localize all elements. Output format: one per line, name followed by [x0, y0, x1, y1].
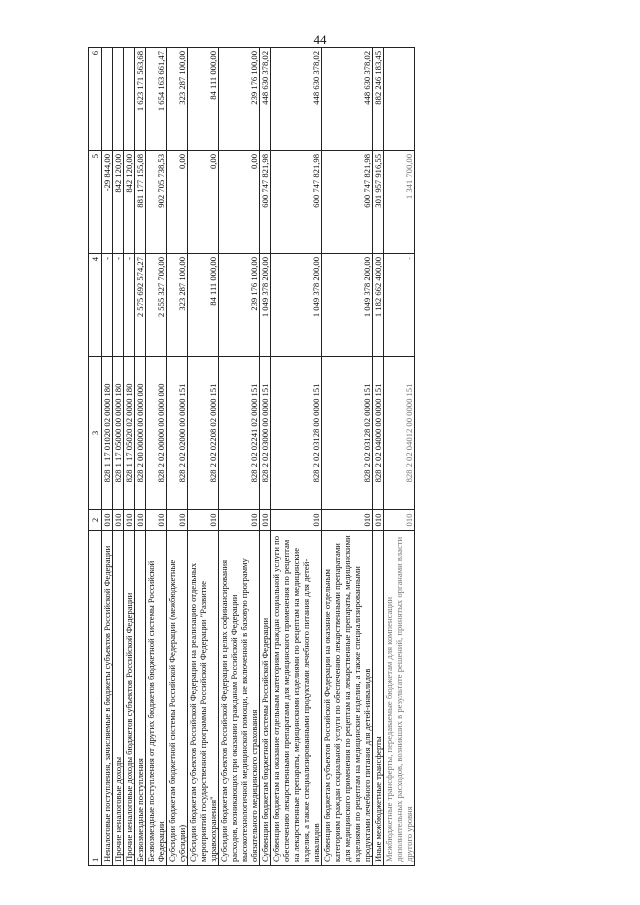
row-name: Субсидии бюджетам субъектов Российской Федерации в целях софинансирования расходов, возникающих при оказании гражданам Российской Федерации высокотехнологичной медицинской помощи, не включенной в базовую программу обязательного медицинского страхования — [219, 531, 260, 866]
row-executed: 1 341 700,00 — [384, 151, 415, 254]
row-approved: 1 049 378 200,00 — [260, 254, 271, 357]
row-code: 010 — [146, 510, 167, 531]
row-code: 010 — [260, 510, 271, 531]
row-name: Субвенции бюджетам субъектов Российской Федерации на оказание отдельным категориям граждан социальной услуги по обеспечению лекарственными препаратами для медицинского применения по рецептам на лекарственные препараты, медицинскими изделиями по рецептам на медицинские изделия, а также специализированными продуктами лечебного питания для детей-инвалидов — [322, 531, 373, 866]
row-approved: 239 176 100,00 — [219, 254, 260, 357]
page-number: 44 — [313, 32, 327, 47]
row-name: Безвозмездные поступления — [135, 531, 146, 866]
row-executed: 842 120,00 — [124, 151, 135, 254]
row-remainder: 84 111 000,00 — [188, 48, 219, 151]
row-name: Межбюджетные трансферты, передаваемые бюджетам для компенсации дополнительных расходов, возникших в результате решений, принятых органами власти другого уровня — [384, 531, 415, 866]
row-executed: 600 747 821,98 — [322, 151, 373, 254]
row-kbk: 828 2 00 00000 00 0000 000 — [135, 357, 146, 510]
table-row — [146, 48, 167, 866]
row-kbk: 828 2 02 02208 02 0000 151 — [188, 357, 219, 510]
row-approved: 2 555 327 700,00 — [146, 254, 167, 357]
header-col-4: 4 — [89, 254, 102, 357]
row-executed: 0,00 — [167, 151, 188, 254]
row-code: 010 — [384, 510, 415, 531]
row-remainder: 448 630 378,02 — [260, 48, 271, 151]
row-approved: 1 182 662 400,00 — [373, 254, 384, 357]
row-kbk: 828 2 02 02241 02 0000 151 — [219, 357, 260, 510]
row-name: Субвенции бюджетам бюджетной системы Российской Федерации — [260, 531, 271, 866]
header-col-6: 6 — [89, 48, 102, 151]
table-header-row — [89, 48, 102, 866]
row-code: 010 — [167, 510, 188, 531]
table-row — [384, 48, 415, 866]
row-kbk: 828 1 17 01020 02 0000 180 — [102, 357, 113, 510]
row-executed: 842 120,00 — [113, 151, 124, 254]
row-name: Иные межбюджетные трансферты — [373, 531, 384, 866]
table-row — [113, 48, 124, 866]
row-remainder — [113, 48, 124, 151]
row-code: 010 — [102, 510, 113, 531]
header-col-1: 1 — [89, 531, 102, 866]
row-name: Неналоговые поступления, зачисляемые в бюджеты субъектов Российской Федерации — [102, 531, 113, 866]
row-kbk: 828 2 02 04012 00 0000 151 — [384, 357, 415, 510]
row-remainder: 1 623 171 563,68 — [135, 48, 146, 151]
row-kbk: 828 2 02 03128 02 0000 151 — [322, 357, 373, 510]
row-name: Прочие неналоговые доходы бюджетов субъектов Российской Федерации — [124, 531, 135, 866]
rotated-table-container — [88, 51, 550, 866]
row-kbk: 828 1 17 05020 02 0000 180 — [124, 357, 135, 510]
header-col-5: 5 — [89, 151, 102, 254]
row-executed: -29 844,00 — [102, 151, 113, 254]
row-code: 010 — [188, 510, 219, 531]
row-kbk: 828 2 02 00000 00 0000 000 — [146, 357, 167, 510]
row-code: 010 — [113, 510, 124, 531]
row-approved: 323 287 100,00 — [167, 254, 188, 357]
row-name: Субвенции бюджетам на оказание отдельным категориям граждан социальной услуги по обеспечению лекарственными препаратами для медицинского применения по рецептам на лекарственные препараты, медицинскими изделиями по рецептам на медицинские изделия, а также специализированными продуктами лечебного питания для детей-инвалидов — [271, 531, 322, 866]
row-name: Прочие неналоговые доходы — [113, 531, 124, 866]
row-kbk: 828 2 02 02000 00 0000 151 — [167, 357, 188, 510]
table-row — [124, 48, 135, 866]
row-remainder: 882 246 183,45 — [373, 48, 384, 151]
row-approved: - — [102, 254, 113, 357]
row-executed: 600 747 821,98 — [260, 151, 271, 254]
row-remainder — [102, 48, 113, 151]
row-remainder: 323 287 100,00 — [167, 48, 188, 151]
row-remainder: 448 630 378,02 — [322, 48, 373, 151]
row-code: 010 — [322, 510, 373, 531]
row-remainder: 239 176 100,00 — [219, 48, 260, 151]
table-row — [271, 48, 322, 866]
row-remainder — [384, 48, 415, 151]
table-row — [188, 48, 219, 866]
row-approved: 1 049 378 200,00 — [271, 254, 322, 357]
row-kbk: 828 2 02 03000 00 0000 151 — [260, 357, 271, 510]
header-col-3: 3 — [89, 357, 102, 510]
revenue-table — [88, 47, 415, 866]
row-executed: 902 705 738,53 — [146, 151, 167, 254]
row-approved: - — [384, 254, 415, 357]
table-row — [102, 48, 113, 866]
header-col-2: 2 — [89, 510, 102, 531]
row-remainder: 448 630 378,02 — [271, 48, 322, 151]
row-code: 010 — [373, 510, 384, 531]
row-code: 010 — [271, 510, 322, 531]
table-body — [102, 48, 415, 866]
row-kbk: 828 2 02 03128 00 0000 151 — [271, 357, 322, 510]
row-approved: 84 111 000,00 — [188, 254, 219, 357]
row-executed: 0,00 — [219, 151, 260, 254]
row-remainder: 1 654 163 661,47 — [146, 48, 167, 151]
row-code: 010 — [135, 510, 146, 531]
row-name: Субсидии бюджетам бюджетной системы Российской Федерации (межбюджетные субсидии) — [167, 531, 188, 866]
row-code: 010 — [124, 510, 135, 531]
row-executed: 0,00 — [188, 151, 219, 254]
row-approved: 1 049 378 200,00 — [322, 254, 373, 357]
row-remainder — [124, 48, 135, 151]
table-row — [260, 48, 271, 866]
row-name: Безвозмездные поступления от других бюджетов бюджетной системы Российской Федерации — [146, 531, 167, 866]
table-row — [373, 48, 384, 866]
table-row — [167, 48, 188, 866]
row-kbk: 828 1 17 05000 00 0000 180 — [113, 357, 124, 510]
table-row — [219, 48, 260, 866]
table-row — [135, 48, 146, 866]
table-row — [322, 48, 373, 866]
row-approved: - — [124, 254, 135, 357]
row-code: 010 — [219, 510, 260, 531]
row-approved: - — [113, 254, 124, 357]
row-executed: 881 177 155,08 — [135, 151, 146, 254]
row-executed: 600 747 821,98 — [271, 151, 322, 254]
row-name: Субсидии бюджетам субъектов Российской Федерации на реализацию отдельных мероприятий государственной программы Российской Федерации "Развитие здравоохранения" — [188, 531, 219, 866]
row-approved: 2 575 692 574,27 — [135, 254, 146, 357]
row-kbk: 828 2 02 04000 00 0000 151 — [373, 357, 384, 510]
row-executed: 301 957 916,55 — [373, 151, 384, 254]
